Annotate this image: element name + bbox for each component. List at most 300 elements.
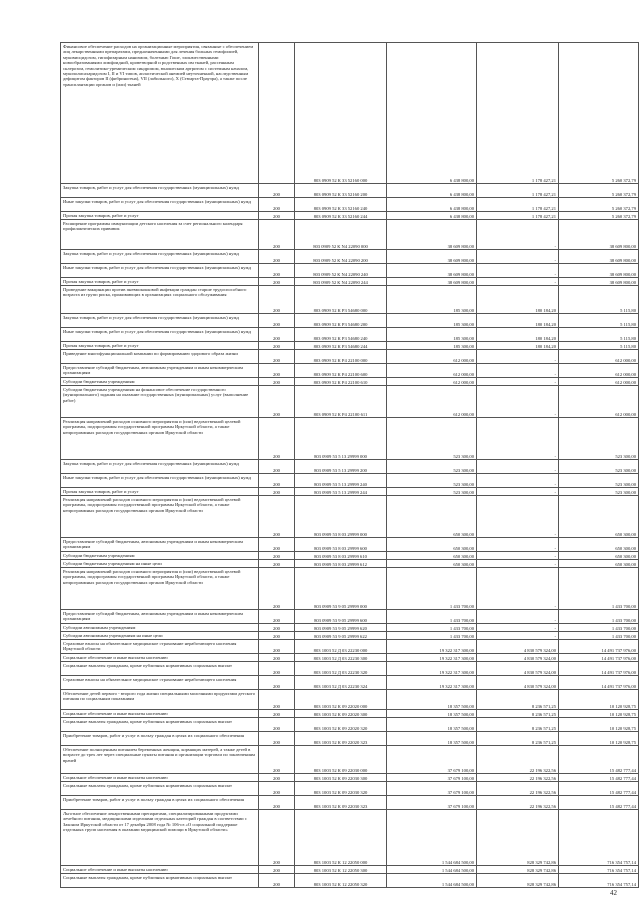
table-row — [61, 314, 639, 328]
row-approved-amount-cell: 38 609 800,00 — [387, 220, 477, 250]
row-unexecuted-amount-cell: 14 491 737 976,00 — [559, 654, 639, 662]
row-code-cell: 200 — [259, 286, 295, 314]
table-row — [61, 866, 639, 874]
table-row — [61, 732, 639, 746]
row-code-cell: 200 — [259, 866, 295, 874]
row-unexecuted-amount-cell: 14 491 737 976,00 — [559, 676, 639, 690]
row-name-cell: Социальные выплаты гражданам, кроме публичных нормативных социальных выплат — [61, 662, 259, 676]
row-code-cell: 200 — [259, 538, 295, 552]
row-code-cell: 200 — [259, 568, 295, 610]
row-classification-code-cell: 803 1003 52 К 12 22050 300 — [295, 866, 387, 874]
row-name-cell: Субсидии автономным учреждениям на иные цели — [61, 632, 259, 640]
row-approved-amount-cell: 1 544 684 500,00 — [387, 810, 477, 866]
row-code-cell: 200 — [259, 488, 295, 496]
row-executed-amount-cell: - — [477, 350, 559, 364]
table-row — [61, 746, 639, 774]
table-row — [61, 460, 639, 474]
row-name-cell: Страховые взносы на обязательное медицинское страхование неработающего населения Иркутской области — [61, 640, 259, 654]
row-code-cell: 200 — [259, 782, 295, 796]
row-classification-code-cell: 803 0909 52 К P4 22100 610 — [295, 378, 387, 386]
row-code-cell: 200 — [259, 250, 295, 264]
row-executed-amount-cell: 180 184,20 — [477, 342, 559, 350]
row-executed-amount-cell: - — [477, 560, 559, 568]
row-name-cell: Социальное обеспечение и иные выплаты населению — [61, 774, 259, 782]
row-name-cell: Приведение многофункциональной компании по формированию здорового образа жизни — [61, 350, 259, 364]
row-unexecuted-amount-cell: 1 433 700,00 — [559, 610, 639, 624]
row-classification-code-cell: 803 0909 53 8 03 29999 000 — [295, 496, 387, 538]
row-name-cell: Прочая закупка товаров, работ и услуг — [61, 488, 259, 496]
row-approved-amount-cell: 19 322 317 300,00 — [387, 676, 477, 690]
row-code-cell: 200 — [259, 732, 295, 746]
table-row — [61, 43, 639, 184]
row-approved-amount-cell: 1 433 700,00 — [387, 632, 477, 640]
row-approved-amount-cell: 523 300,00 — [387, 418, 477, 460]
row-unexecuted-amount-cell: 5 115,80 — [559, 328, 639, 342]
row-classification-code-cell: 803 0909 53 9 05 29999 000 — [295, 568, 387, 610]
row-code-cell: 200 — [259, 328, 295, 342]
row-unexecuted-amount-cell: 5 115,80 — [559, 314, 639, 328]
row-classification-code-cell: 803 0909 53 9 05 29999 600 — [295, 610, 387, 624]
row-classification-code-cell: 803 0909 52 К P3 54680 200 — [295, 314, 387, 328]
table-row — [61, 874, 639, 888]
row-unexecuted-amount-cell: 5 260 372,79 — [559, 212, 639, 220]
row-executed-amount-cell: - — [477, 496, 559, 538]
row-approved-amount-cell: 612 000,00 — [387, 350, 477, 364]
row-approved-amount-cell: 19 322 317 300,00 — [387, 662, 477, 676]
table-row — [61, 552, 639, 560]
table-row — [61, 474, 639, 488]
row-approved-amount-cell: 1 433 700,00 — [387, 610, 477, 624]
table-row — [61, 264, 639, 278]
row-executed-amount-cell: - — [477, 474, 559, 488]
row-code-cell: 200 — [259, 364, 295, 378]
row-name-cell: Иные закупки товаров, работ и услуг для обеспечения государственных (муниципальных) нужд — [61, 474, 259, 488]
row-executed-amount-cell: 8 236 571,25 — [477, 732, 559, 746]
row-classification-code-cell: 803 1003 52 К 09 22020 323 — [295, 732, 387, 746]
row-approved-amount-cell: 18 357 500,00 — [387, 732, 477, 746]
row-name-cell: Закупка товаров, работ и услуг для обеспечения государственных (муниципальных) нужд — [61, 184, 259, 198]
row-classification-code-cell: 803 0909 53 8 03 29999 612 — [295, 560, 387, 568]
row-approved-amount-cell: 19 322 317 300,00 — [387, 654, 477, 662]
row-classification-code-cell: 803 1003 52 К 09 22030 323 — [295, 796, 387, 810]
row-approved-amount-cell: 37 679 100,00 — [387, 774, 477, 782]
row-name-cell: Иные закупки товаров, работ и услуг для обеспечения государственных (муниципальных) нужд — [61, 198, 259, 212]
row-executed-amount-cell: - — [477, 552, 559, 560]
row-classification-code-cell: 803 1003 52 К 09 22030 300 — [295, 774, 387, 782]
row-name-cell: Прочая закупка товаров, работ и услуг — [61, 278, 259, 286]
table-row — [61, 488, 639, 496]
table-row — [61, 662, 639, 676]
row-classification-code-cell: 803 1003 52 К 09 22020 300 — [295, 710, 387, 718]
row-code-cell: 200 — [259, 662, 295, 676]
row-executed-amount-cell: 1 178 427,21 — [477, 43, 559, 184]
row-name-cell: Социальное обеспечение и иные выплаты населению — [61, 866, 259, 874]
row-unexecuted-amount-cell: 15 482 777,44 — [559, 774, 639, 782]
row-name-cell: Приобретение товаров, работ и услуг в пользу граждан в целях их социального обеспечения — [61, 796, 259, 810]
row-executed-amount-cell: 828 329 742,86 — [477, 810, 559, 866]
row-executed-amount-cell: 8 236 571,25 — [477, 718, 559, 732]
row-classification-code-cell: 803 0909 52 К 33 52160 200 — [295, 184, 387, 198]
row-code-cell: 200 — [259, 710, 295, 718]
row-code-cell: 200 — [259, 314, 295, 328]
row-approved-amount-cell: 6 438 800,00 — [387, 212, 477, 220]
row-unexecuted-amount-cell: 38 609 800,00 — [559, 250, 639, 264]
row-unexecuted-amount-cell: 15 482 777,44 — [559, 782, 639, 796]
row-unexecuted-amount-cell: 10 120 928,75 — [559, 718, 639, 732]
row-classification-code-cell: 803 0909 53 5 13 29999 244 — [295, 488, 387, 496]
row-unexecuted-amount-cell: 1 433 700,00 — [559, 624, 639, 632]
row-code-cell: 200 — [259, 474, 295, 488]
row-name-cell: Социальные выплаты гражданам, кроме публичных нормативных социальных выплат — [61, 874, 259, 888]
row-classification-code-cell: 803 0909 52 К P4 22100 611 — [295, 386, 387, 418]
row-approved-amount-cell: 185 300,00 — [387, 314, 477, 328]
row-unexecuted-amount-cell: 716 354 757,14 — [559, 866, 639, 874]
row-unexecuted-amount-cell: 650 300,00 — [559, 496, 639, 538]
row-executed-amount-cell: 22 196 322,56 — [477, 796, 559, 810]
row-classification-code-cell: 803 1003 52 Д 03 22230 320 — [295, 662, 387, 676]
row-classification-code-cell: 803 1003 52 Д 03 22230 324 — [295, 676, 387, 690]
row-name-cell: Обеспечение полноценным питанием беременных женщин, кормящих матерей, а также детей в возрасте до трех лет через специальные пункты питания и организации торговли по заключениям врачей — [61, 746, 259, 774]
row-approved-amount-cell: 612 000,00 — [387, 364, 477, 378]
row-executed-amount-cell: - — [477, 364, 559, 378]
table-row — [61, 782, 639, 796]
row-name-cell: Субсидии бюджетным учреждениям на иные цели — [61, 560, 259, 568]
row-approved-amount-cell: 6 438 800,00 — [387, 198, 477, 212]
row-name-cell: Реализация направлений расходов основного мероприятия и (или) ведомственной целевой программы, подпрограммы государственной программы Иркутской области, а также непрограммных расходов государственных органов Иркутской области — [61, 568, 259, 610]
row-name-cell: Предоставление субсидий бюджетным, автономным учреждениям и иным некоммерческим организациям — [61, 610, 259, 624]
row-code-cell: 200 — [259, 560, 295, 568]
row-approved-amount-cell: 185 300,00 — [387, 286, 477, 314]
table-row — [61, 538, 639, 552]
row-name-cell: Социальные выплаты гражданам, кроме публичных нормативных социальных выплат — [61, 782, 259, 796]
row-approved-amount-cell: 523 300,00 — [387, 460, 477, 474]
row-unexecuted-amount-cell: 5 115,80 — [559, 342, 639, 350]
table-row — [61, 286, 639, 314]
table-row — [61, 342, 639, 350]
row-code-cell: 200 — [259, 342, 295, 350]
row-executed-amount-cell: 828 329 742,86 — [477, 866, 559, 874]
row-approved-amount-cell: 650 300,00 — [387, 552, 477, 560]
row-executed-amount-cell: 1 178 427,21 — [477, 212, 559, 220]
row-code-cell: 200 — [259, 264, 295, 278]
row-code-cell: 200 — [259, 460, 295, 474]
table-row — [61, 418, 639, 460]
row-unexecuted-amount-cell: 5 260 372,79 — [559, 198, 639, 212]
row-code-cell: 200 — [259, 418, 295, 460]
row-executed-amount-cell: - — [477, 488, 559, 496]
row-executed-amount-cell: 180 184,20 — [477, 314, 559, 328]
table-row — [61, 386, 639, 418]
row-code-cell: 200 — [259, 676, 295, 690]
row-code-cell: 200 — [259, 654, 295, 662]
row-name-cell: Приобретение товаров, работ и услуг в пользу граждан в целях их социального обеспечения — [61, 732, 259, 746]
row-executed-amount-cell: - — [477, 264, 559, 278]
row-executed-amount-cell: - — [477, 278, 559, 286]
row-executed-amount-cell: 22 196 322,56 — [477, 774, 559, 782]
row-approved-amount-cell: 523 300,00 — [387, 474, 477, 488]
row-code-cell: 200 — [259, 774, 295, 782]
row-unexecuted-amount-cell: 523 300,00 — [559, 418, 639, 460]
budget-execution-table — [60, 42, 639, 888]
table-row — [61, 496, 639, 538]
row-code-cell: 200 — [259, 220, 295, 250]
row-unexecuted-amount-cell: 650 300,00 — [559, 538, 639, 552]
row-classification-code-cell: 803 0909 52 К P4 22100 000 — [295, 350, 387, 364]
row-approved-amount-cell: 18 357 500,00 — [387, 690, 477, 710]
row-classification-code-cell: 803 1003 52 Д 03 22230 300 — [295, 654, 387, 662]
table-row — [61, 328, 639, 342]
row-classification-code-cell: 803 0909 52 К N4 22090 200 — [295, 250, 387, 264]
row-executed-amount-cell: 22 196 322,56 — [477, 782, 559, 796]
row-executed-amount-cell: 1 178 427,21 — [477, 184, 559, 198]
row-unexecuted-amount-cell: 650 300,00 — [559, 560, 639, 568]
row-approved-amount-cell: 1 433 700,00 — [387, 568, 477, 610]
row-unexecuted-amount-cell: 523 300,00 — [559, 474, 639, 488]
row-code-cell — [259, 43, 295, 184]
row-classification-code-cell: 803 0909 52 К N4 22090 000 — [295, 220, 387, 250]
row-name-cell: Субсидии бюджетным учреждениям — [61, 378, 259, 386]
row-approved-amount-cell: 18 357 500,00 — [387, 718, 477, 732]
table-row — [61, 774, 639, 782]
row-code-cell: 200 — [259, 212, 295, 220]
row-approved-amount-cell: 1 544 684 500,00 — [387, 866, 477, 874]
row-name-cell: Предоставление субсидий бюджетным, автономным учреждениям и иным некоммерческим организациям — [61, 538, 259, 552]
row-executed-amount-cell: 4 830 579 324,00 — [477, 662, 559, 676]
row-classification-code-cell: 803 1003 52 К 09 22020 320 — [295, 718, 387, 732]
row-approved-amount-cell: 523 300,00 — [387, 488, 477, 496]
row-classification-code-cell: 803 1003 52 К 09 22030 000 — [295, 746, 387, 774]
row-code-cell: 200 — [259, 496, 295, 538]
table-row — [61, 654, 639, 662]
row-unexecuted-amount-cell: 523 300,00 — [559, 488, 639, 496]
row-executed-amount-cell: - — [477, 610, 559, 624]
row-classification-code-cell: 803 0909 53 5 13 29999 000 — [295, 418, 387, 460]
row-classification-code-cell: 803 1003 52 К 09 22030 320 — [295, 782, 387, 796]
row-name-cell: Реализация направлений расходов основного мероприятия и (или) ведомственной целевой программы, подпрограммы государственной программы Иркутской области, а также непрограммных расходов государственных органов Иркутской области — [61, 496, 259, 538]
row-executed-amount-cell: 8 236 571,25 — [477, 710, 559, 718]
row-name-cell: Иные закупки товаров, работ и услуг для обеспечения государственных (муниципальных) нужд — [61, 328, 259, 342]
table-row — [61, 624, 639, 632]
row-classification-code-cell: 803 0909 53 9 05 29999 622 — [295, 632, 387, 640]
row-approved-amount-cell: 612 000,00 — [387, 386, 477, 418]
table-row — [61, 610, 639, 624]
row-unexecuted-amount-cell: 650 300,00 — [559, 552, 639, 560]
row-approved-amount-cell: 37 679 100,00 — [387, 782, 477, 796]
table-row — [61, 220, 639, 250]
row-unexecuted-amount-cell: 14 491 737 976,00 — [559, 640, 639, 654]
row-classification-code-cell: 803 0909 53 8 03 29999 610 — [295, 552, 387, 560]
row-code-cell: 200 — [259, 640, 295, 654]
row-unexecuted-amount-cell: 38 609 800,00 — [559, 264, 639, 278]
row-approved-amount-cell: 38 609 800,00 — [387, 278, 477, 286]
row-name-cell: Субсидии автономным учреждениям — [61, 624, 259, 632]
row-unexecuted-amount-cell: 38 609 800,00 — [559, 278, 639, 286]
row-classification-code-cell: 803 1003 52 Д 03 22230 000 — [295, 640, 387, 654]
row-executed-amount-cell: - — [477, 460, 559, 474]
row-approved-amount-cell: 650 300,00 — [387, 538, 477, 552]
row-approved-amount-cell: 1 433 700,00 — [387, 624, 477, 632]
table-row — [61, 364, 639, 378]
row-executed-amount-cell: 8 236 571,25 — [477, 690, 559, 710]
row-executed-amount-cell: 22 196 322,56 — [477, 746, 559, 774]
row-classification-code-cell: 803 0909 52 К P3 54680 240 — [295, 328, 387, 342]
row-executed-amount-cell: 828 329 742,86 — [477, 874, 559, 888]
row-executed-amount-cell: 4 830 579 324,00 — [477, 640, 559, 654]
table-row — [61, 212, 639, 220]
row-unexecuted-amount-cell: 612 000,00 — [559, 386, 639, 418]
row-approved-amount-cell: 650 300,00 — [387, 560, 477, 568]
table-row — [61, 250, 639, 264]
row-classification-code-cell: 803 0909 53 8 03 29999 600 — [295, 538, 387, 552]
row-executed-amount-cell: - — [477, 250, 559, 264]
row-unexecuted-amount-cell: 716 354 757,14 — [559, 810, 639, 866]
row-name-cell: Закупка товаров, работ и услуг для обеспечения государственных (муниципальных) нужд — [61, 460, 259, 474]
row-name-cell: Предоставление субсидий бюджетным, автономным учреждениям и иным некоммерческим организациям — [61, 364, 259, 378]
table-row — [61, 378, 639, 386]
table-row — [61, 350, 639, 364]
row-unexecuted-amount-cell: 15 482 777,44 — [559, 746, 639, 774]
table-row — [61, 796, 639, 810]
row-classification-code-cell: 803 1003 52 К 09 22020 000 — [295, 690, 387, 710]
row-classification-code-cell: 803 0909 52 К P4 22100 600 — [295, 364, 387, 378]
row-name-cell: Иные закупки товаров, работ и услуг для обеспечения государственных (муниципальных) нужд — [61, 264, 259, 278]
row-approved-amount-cell: 1 544 684 500,00 — [387, 874, 477, 888]
row-executed-amount-cell: 4 830 579 324,00 — [477, 654, 559, 662]
row-code-cell: 200 — [259, 690, 295, 710]
row-classification-code-cell: 803 1003 52 К 12 22050 000 — [295, 810, 387, 866]
row-unexecuted-amount-cell: 523 300,00 — [559, 460, 639, 474]
row-executed-amount-cell: - — [477, 632, 559, 640]
row-executed-amount-cell: 180 184,20 — [477, 328, 559, 342]
row-name-cell: Прочая закупка товаров, работ и услуг — [61, 212, 259, 220]
row-classification-code-cell: 803 0909 52 К P3 54680 000 — [295, 286, 387, 314]
row-code-cell: 200 — [259, 746, 295, 774]
row-code-cell: 200 — [259, 386, 295, 418]
table-row — [61, 676, 639, 690]
row-code-cell: 200 — [259, 610, 295, 624]
row-approved-amount-cell: 38 609 800,00 — [387, 250, 477, 264]
row-executed-amount-cell: - — [477, 220, 559, 250]
row-executed-amount-cell: - — [477, 538, 559, 552]
row-name-cell: Социальное обеспечение и иные выплаты населению — [61, 654, 259, 662]
row-approved-amount-cell: 6 438 800,00 — [387, 43, 477, 184]
page-number: 42 — [610, 889, 617, 897]
row-classification-code-cell: 803 1003 52 К 12 22050 320 — [295, 874, 387, 888]
table-row — [61, 568, 639, 610]
row-code-cell: 200 — [259, 378, 295, 386]
row-name-cell: Закупка товаров, работ и услуг для обеспечения государственных (муниципальных) нужд — [61, 314, 259, 328]
row-name-cell: Социальное обеспечение и иные выплаты населению — [61, 710, 259, 718]
row-code-cell: 200 — [259, 796, 295, 810]
row-code-cell: 200 — [259, 874, 295, 888]
row-code-cell: 200 — [259, 184, 295, 198]
row-unexecuted-amount-cell: 10 120 928,75 — [559, 710, 639, 718]
row-unexecuted-amount-cell: 1 433 700,00 — [559, 568, 639, 610]
row-unexecuted-amount-cell: 5 115,80 — [559, 286, 639, 314]
row-unexecuted-amount-cell: 612 000,00 — [559, 350, 639, 364]
row-executed-amount-cell: 180 184,20 — [477, 286, 559, 314]
row-name-cell: Прочая закупка товаров, работ и услуг — [61, 342, 259, 350]
row-executed-amount-cell: - — [477, 386, 559, 418]
row-name-cell: Страховые взносы на обязательное медицинское страхование неработающего населения — [61, 676, 259, 690]
row-executed-amount-cell: 1 178 427,21 — [477, 198, 559, 212]
row-name-cell: Реализация направлений расходов основного мероприятия и (или) ведомственной целевой программы, подпрограммы государственной программы Иркутской области, а также непрограммных расходов государственных органов Иркутской области — [61, 418, 259, 460]
table-row — [61, 184, 639, 198]
row-name-cell: Субсидии бюджетным учреждениям на финансовое обеспечение государственного (муниципального) задания на оказание государственных (муниципальных) услуг (выполнение работ) — [61, 386, 259, 418]
row-code-cell: 200 — [259, 552, 295, 560]
row-approved-amount-cell: 650 300,00 — [387, 496, 477, 538]
row-approved-amount-cell: 38 609 800,00 — [387, 264, 477, 278]
row-unexecuted-amount-cell: 10 120 928,75 — [559, 732, 639, 746]
row-approved-amount-cell: 612 000,00 — [387, 378, 477, 386]
row-code-cell: 200 — [259, 718, 295, 732]
row-executed-amount-cell: - — [477, 568, 559, 610]
row-classification-code-cell: 803 0909 53 5 13 29999 240 — [295, 474, 387, 488]
table-row — [61, 690, 639, 710]
row-name-cell: Обеспечение детей первого - второго года жизни специальными молочными продуктами детского питания по социальным показаниям — [61, 690, 259, 710]
table-row — [61, 710, 639, 718]
table-body — [61, 43, 639, 888]
row-classification-code-cell: 803 0909 53 5 13 29999 200 — [295, 460, 387, 474]
row-unexecuted-amount-cell: 14 491 737 976,00 — [559, 662, 639, 676]
row-executed-amount-cell: - — [477, 624, 559, 632]
table-row — [61, 718, 639, 732]
row-classification-code-cell: 803 0909 52 К N4 22090 240 — [295, 264, 387, 278]
row-unexecuted-amount-cell: 38 609 800,00 — [559, 220, 639, 250]
row-unexecuted-amount-cell: 5 260 372,79 — [559, 43, 639, 184]
row-approved-amount-cell: 18 357 500,00 — [387, 710, 477, 718]
row-unexecuted-amount-cell: 5 260 372,79 — [559, 184, 639, 198]
row-classification-code-cell: 803 0909 52 К P3 54680 244 — [295, 342, 387, 350]
row-name-cell: Льготное обеспечение лекарственными препаратами, специализированными продуктами лечебного питания, медицинскими изделиями отдельных категорий граждан в соответствии с Законом Иркутской области от 17 декабря 2008 года № 106-оз «О социальной поддержке отдельных групп населения в оказании медицинской помощи в Иркутской области» — [61, 810, 259, 866]
row-unexecuted-amount-cell: 612 000,00 — [559, 364, 639, 378]
row-classification-code-cell: 803 0909 53 9 05 29999 620 — [295, 624, 387, 632]
row-code-cell: 200 — [259, 278, 295, 286]
row-unexecuted-amount-cell: 1 433 700,00 — [559, 632, 639, 640]
row-classification-code-cell: 803 0909 52 К 33 52160 000 — [295, 43, 387, 184]
row-code-cell: 200 — [259, 350, 295, 364]
table-row — [61, 810, 639, 866]
table-row — [61, 632, 639, 640]
row-approved-amount-cell: 6 438 800,00 — [387, 184, 477, 198]
row-name-cell: Социальные выплаты гражданам, кроме публичных нормативных социальных выплат — [61, 718, 259, 732]
row-approved-amount-cell: 185 300,00 — [387, 328, 477, 342]
row-name-cell: Финансовое обеспечение расходов на организационные мероприятия, связанные с обеспечением лиц лекарственными препаратами, предназначенными для лечения больных гемофилией, муковисцидозом, гипофизарным нанизмом, болезнью Гоше, злокачественными новообразованиями лимфоидной, кроветворной и родственных им тканей, рассеянным склерозом, гемолитико-уремическим синдромом, юношеским артритом с системным началом, мукополисахаридозом I, II и VI типов, апластической анемией неуточненной, наследственным дефицитом факторов II (фибриногена), VII (лабильного), X (Стюарта-Прауэра), а также после трансплантации органов и (или) тканей — [61, 43, 259, 184]
row-approved-amount-cell: 185 300,00 — [387, 342, 477, 350]
table-row — [61, 560, 639, 568]
row-classification-code-cell: 803 0909 52 К 33 52160 244 — [295, 212, 387, 220]
row-classification-code-cell: 803 0909 52 К N4 22090 244 — [295, 278, 387, 286]
row-approved-amount-cell: 37 679 100,00 — [387, 746, 477, 774]
table-row — [61, 198, 639, 212]
row-approved-amount-cell: 37 679 100,00 — [387, 796, 477, 810]
row-code-cell: 200 — [259, 810, 295, 866]
row-name-cell: Проведение вакцинации против пневмококковой инфекции граждан старше трудоспособного возраста из групп риска, проживающих в организациях социального обслуживания — [61, 286, 259, 314]
row-executed-amount-cell: 4 830 579 324,00 — [477, 676, 559, 690]
row-code-cell: 200 — [259, 624, 295, 632]
row-code-cell: 200 — [259, 632, 295, 640]
row-approved-amount-cell: 19 322 317 300,00 — [387, 640, 477, 654]
row-executed-amount-cell: - — [477, 378, 559, 386]
row-unexecuted-amount-cell: 716 354 757,14 — [559, 874, 639, 888]
row-executed-amount-cell: - — [477, 418, 559, 460]
row-name-cell: Расширение программы иммунизации детского населения за счет регионального календаря профилактических прививок — [61, 220, 259, 250]
table-row — [61, 278, 639, 286]
row-name-cell: Субсидии бюджетным учреждениям — [61, 552, 259, 560]
table-row — [61, 640, 639, 654]
row-name-cell: Закупка товаров, работ и услуг для обеспечения государственных (муниципальных) нужд — [61, 250, 259, 264]
row-unexecuted-amount-cell: 612 000,00 — [559, 378, 639, 386]
